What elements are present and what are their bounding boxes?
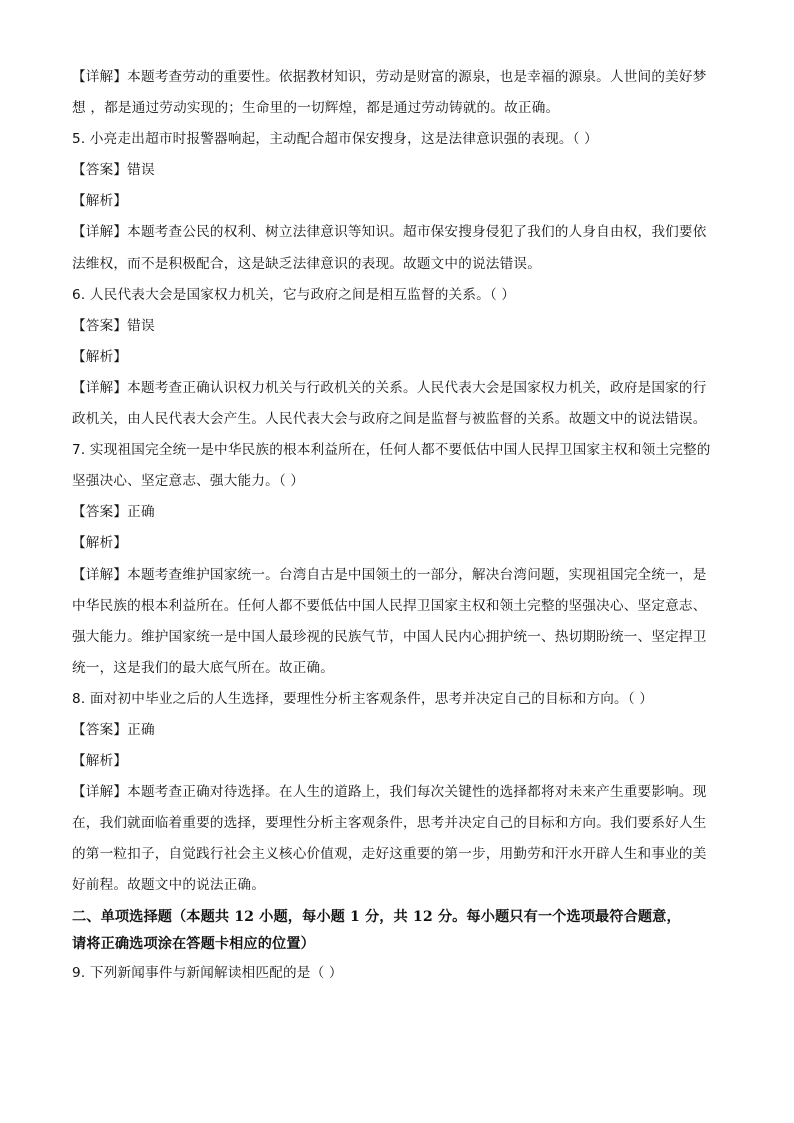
question-text: 坚强决心、坚定意志、强大能力。（ ）	[72, 473, 305, 490]
question-text: 5. 小亮走出超市时报警器响起，主动配合超市保安搜身，这是法律意识强的表现。（ ）	[72, 131, 598, 148]
text-line: 法维权，而不是积极配合，这是缺乏法律意识的表现。故题文中的说法错误。	[72, 255, 541, 272]
answer-label: 【答案】正确	[72, 504, 155, 521]
answer-label: 【答案】错误	[72, 162, 155, 179]
analysis-label: 【解析】	[72, 535, 128, 552]
document-page	[72, 62, 722, 989]
detail-block	[72, 373, 722, 435]
question-9: 9. 下列新闻事件与新闻解读相匹配的是（ ）	[72, 964, 343, 981]
text-line: 【详解】本题考查公民的权利、树立法律意识等知识。超市保安搜身侵犯了我们的人身自由权，我们要依	[72, 224, 707, 241]
question-text: 7. 实现祖国完全统一是中华民族的根本利益所在，任何人都不要低估中国人民捍卫国家主权和领土完整的	[72, 442, 711, 459]
analysis-label: 【解析】	[72, 193, 128, 210]
answer-label: 【答案】正确	[72, 721, 155, 738]
text-line: 【详解】本题考查正确认识权力机关与行政机关的关系。人民代表大会是国家权力机关，政府是国家的行	[72, 379, 707, 396]
section-heading-line: 二、单项选择题（本题共 12 小题，每小题 1 分，共 12 分。每小题只有一个选项最符合题意，	[72, 908, 681, 925]
text-line: 【详解】本题考查正确对待选择。在人生的道路上，我们每次关键性的选择都将对未来产生重要影响。现	[72, 784, 707, 801]
section-heading	[72, 904, 722, 958]
question-7	[72, 435, 722, 497]
detail-block	[72, 62, 722, 124]
detail-block	[72, 560, 722, 684]
text-line: 政机关，由人民代表大会产生。人民代表大会与政府之间是监督与被监督的关系。故题文中的说法错误。	[72, 411, 707, 428]
text-line: 【详解】本题考查劳动的重要性。依据教材知识，劳动是财富的源泉，也是幸福的源泉。人世间的美好梦	[72, 69, 707, 85]
detail-block	[72, 777, 722, 901]
text-line: 统一，这是我们的最大底气所在。故正确。	[72, 659, 335, 676]
question-6	[72, 280, 722, 311]
text-line: 强大能力。维护国家统一是中国人最珍视的民族气节，中国人民内心拥护统一、热切期盼统一、坚定捍卫	[72, 628, 707, 645]
question-5	[72, 124, 722, 155]
text-line: 中华民族的根本利益所在。任何人都不要低估中国人民捍卫国家主权和领土完整的坚强决心、坚定意志、	[72, 597, 707, 614]
section-heading-line: 请将正确选项涂在答题卡相应的位置）	[72, 935, 315, 952]
text-line: 想 ，都是通过劳动实现的；生命里的一切辉煌，都是通过劳动铸就的。故正确。	[72, 100, 560, 117]
text-line: 在，我们就面临着重要的选择，要理性分析主客观条件，思考并决定自己的目标和方向。我们要系好人生	[72, 815, 707, 832]
analysis-label: 【解析】	[72, 753, 128, 770]
question-8	[72, 684, 722, 715]
question-text: 8. 面对初中毕业之后的人生选择，要理性分析主客观条件，思考并决定自己的目标和方向。（ ）	[72, 690, 654, 707]
analysis-label: 【解析】	[72, 348, 128, 365]
text-line: 好前程。故题文中的说法正确。	[72, 877, 266, 894]
question-text: 6. 人民代表大会是国家权力机关，它与政府之间是相互监督的关系。（ ）	[72, 286, 516, 303]
answer-label: 【答案】错误	[72, 317, 155, 334]
detail-block	[72, 217, 722, 279]
text-line: 的第一粒扣子，自觉践行社会主义核心价值观，走好这重要的第一步，用勤劳和汗水开辟人生和事业的美	[72, 846, 707, 863]
text-line: 【详解】本题考查维护国家统一。台湾自古是中国领土的一部分，解决台湾问题，实现祖国完全统一，是	[72, 566, 707, 583]
